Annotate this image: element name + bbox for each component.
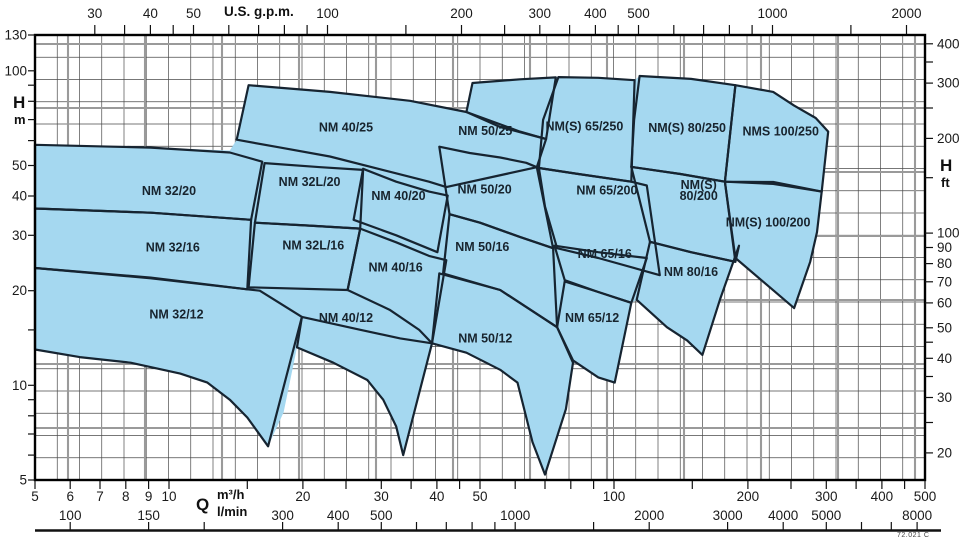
svg-text:40: 40 bbox=[429, 489, 445, 504]
svg-text:NM 40/16: NM 40/16 bbox=[368, 260, 423, 275]
svg-text:400: 400 bbox=[870, 489, 894, 504]
svg-text:NM 50/12: NM 50/12 bbox=[458, 331, 513, 346]
svg-text:NM 65/16: NM 65/16 bbox=[577, 246, 632, 261]
svg-text:3000: 3000 bbox=[712, 508, 743, 523]
svg-text:1000: 1000 bbox=[500, 508, 531, 523]
svg-text:NM(S) 80/250: NM(S) 80/250 bbox=[648, 121, 727, 135]
svg-text:2000: 2000 bbox=[634, 508, 665, 523]
svg-text:70: 70 bbox=[937, 274, 953, 290]
svg-text:NM 40/12: NM 40/12 bbox=[318, 310, 374, 325]
svg-text:20: 20 bbox=[937, 445, 953, 461]
svg-text:60: 60 bbox=[937, 295, 953, 311]
svg-text:5: 5 bbox=[19, 472, 27, 488]
svg-text:500: 500 bbox=[370, 508, 393, 523]
right-tick-labels bbox=[937, 36, 960, 460]
svg-text:300: 300 bbox=[528, 6, 552, 21]
svg-text:8000: 8000 bbox=[902, 508, 933, 523]
lmin-labels bbox=[59, 508, 932, 523]
svg-text:500: 500 bbox=[913, 489, 937, 504]
svg-text:NM 50/20: NM 50/20 bbox=[457, 182, 512, 197]
top-tick-labels bbox=[87, 6, 921, 21]
svg-text:100: 100 bbox=[316, 6, 339, 21]
svg-text:5: 5 bbox=[31, 489, 39, 504]
svg-text:6: 6 bbox=[66, 489, 74, 504]
svg-text:10: 10 bbox=[11, 377, 27, 393]
svg-text:500: 500 bbox=[627, 6, 650, 21]
svg-text:50: 50 bbox=[472, 489, 488, 504]
svg-text:2000: 2000 bbox=[891, 6, 922, 21]
svg-text:NMS 100/250: NMS 100/250 bbox=[742, 124, 819, 139]
bottom-m3h-ticks bbox=[35, 481, 925, 489]
top-axis-title: U.S. g.p.m. bbox=[224, 4, 294, 19]
svg-text:8: 8 bbox=[122, 489, 130, 504]
q-axis-unit-lmin: l/min bbox=[217, 504, 248, 519]
svg-text:300: 300 bbox=[937, 75, 960, 91]
svg-text:80: 80 bbox=[937, 256, 953, 272]
svg-text:NM(S) 65/250: NM(S) 65/250 bbox=[545, 119, 624, 134]
svg-text:1000: 1000 bbox=[757, 6, 788, 21]
svg-text:400: 400 bbox=[584, 6, 607, 21]
svg-text:40: 40 bbox=[142, 6, 158, 21]
svg-text:NM 32/12: NM 32/12 bbox=[149, 307, 204, 322]
left-axis-symbol: H bbox=[13, 93, 26, 112]
svg-text:NM 40/25: NM 40/25 bbox=[318, 120, 374, 135]
svg-text:4000: 4000 bbox=[768, 508, 799, 523]
svg-text:50: 50 bbox=[11, 158, 27, 173]
svg-text:7: 7 bbox=[96, 489, 104, 504]
svg-text:50: 50 bbox=[937, 320, 953, 336]
svg-text:100: 100 bbox=[602, 489, 626, 504]
svg-text:NM 32/16: NM 32/16 bbox=[145, 240, 200, 255]
svg-text:200: 200 bbox=[736, 489, 760, 504]
svg-text:9: 9 bbox=[144, 489, 153, 504]
svg-text:130: 130 bbox=[4, 27, 27, 43]
svg-text:30: 30 bbox=[373, 489, 389, 504]
lmin-ticks bbox=[70, 522, 917, 530]
svg-text:200: 200 bbox=[450, 6, 473, 21]
svg-text:50: 50 bbox=[185, 6, 202, 21]
right-axis-symbol: H bbox=[940, 156, 953, 175]
svg-text:400: 400 bbox=[937, 36, 960, 52]
svg-text:10: 10 bbox=[161, 489, 177, 504]
svg-text:200: 200 bbox=[937, 130, 960, 146]
left-axis-unit: m bbox=[14, 112, 26, 127]
svg-text:80/200: 80/200 bbox=[679, 189, 718, 203]
svg-text:100: 100 bbox=[58, 508, 82, 523]
svg-text:30: 30 bbox=[11, 227, 27, 243]
q-axis-symbol: Q bbox=[196, 495, 210, 514]
svg-text:NM(S): NM(S) bbox=[680, 178, 717, 192]
svg-text:NM 65/12: NM 65/12 bbox=[564, 310, 620, 325]
svg-text:NM 80/16: NM 80/16 bbox=[663, 265, 719, 280]
svg-text:100: 100 bbox=[937, 225, 960, 241]
svg-text:40: 40 bbox=[937, 350, 953, 366]
svg-text:30: 30 bbox=[937, 390, 953, 405]
svg-text:150: 150 bbox=[137, 508, 160, 523]
top-ticks bbox=[95, 25, 907, 34]
svg-text:5000: 5000 bbox=[811, 508, 842, 523]
svg-text:NM 32L/20: NM 32L/20 bbox=[278, 175, 341, 189]
svg-text:NM 32L/16: NM 32L/16 bbox=[282, 238, 345, 253]
svg-text:100: 100 bbox=[4, 63, 27, 79]
svg-text:NM 40/20: NM 40/20 bbox=[371, 189, 426, 203]
right-axis-unit: ft bbox=[941, 175, 950, 190]
svg-text:300: 300 bbox=[271, 508, 294, 523]
svg-text:NM 32/20: NM 32/20 bbox=[141, 184, 197, 198]
svg-text:20: 20 bbox=[11, 283, 27, 299]
svg-text:300: 300 bbox=[815, 489, 838, 504]
diagram-code: 72.021 C bbox=[897, 532, 930, 539]
svg-text:90: 90 bbox=[937, 240, 953, 255]
q-axis-unit-m3h: m³/h bbox=[217, 487, 245, 502]
svg-text:30: 30 bbox=[87, 6, 103, 21]
svg-text:NM 65/200: NM 65/200 bbox=[576, 183, 638, 198]
svg-text:NM 50/16: NM 50/16 bbox=[455, 240, 510, 255]
svg-text:20: 20 bbox=[295, 489, 311, 504]
svg-text:400: 400 bbox=[326, 508, 350, 523]
svg-text:40: 40 bbox=[11, 188, 27, 204]
svg-text:NM 50/25: NM 50/25 bbox=[458, 123, 513, 138]
svg-text:NM(S) 100/200: NM(S) 100/200 bbox=[725, 215, 811, 230]
bottom-m3h-labels bbox=[31, 489, 936, 504]
